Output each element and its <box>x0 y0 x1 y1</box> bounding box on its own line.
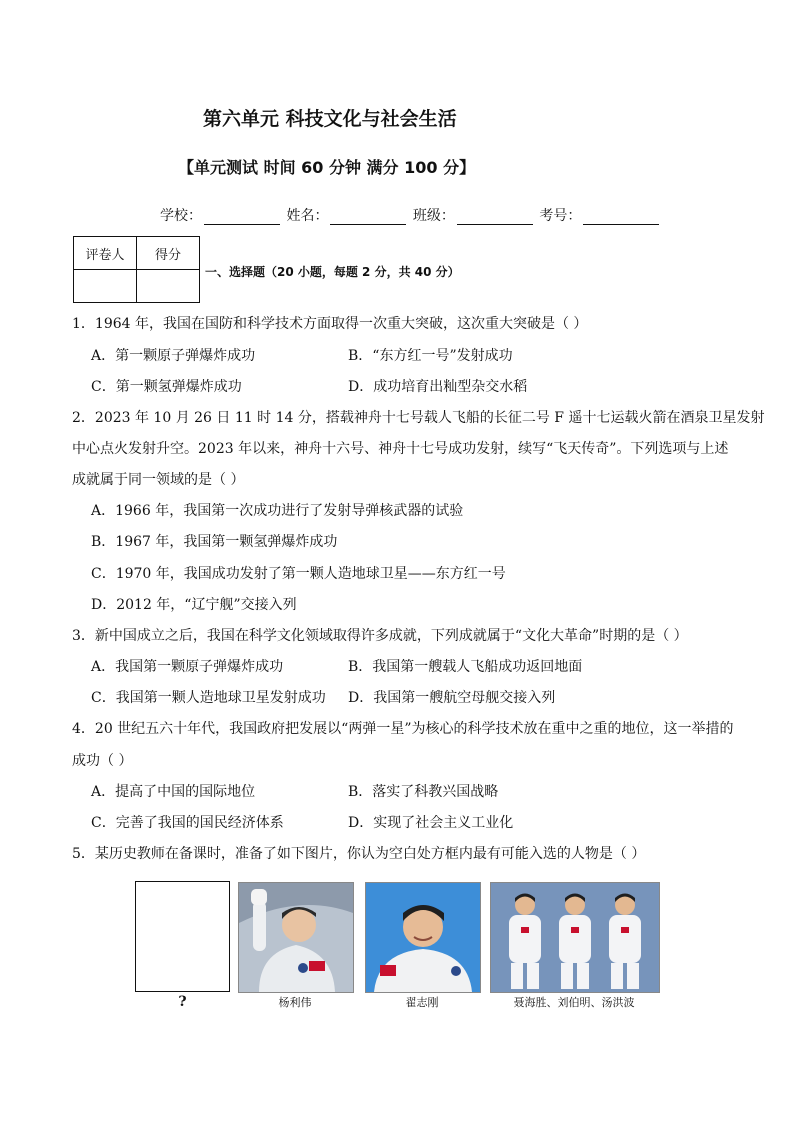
name-label: 姓名： <box>286 208 329 224</box>
school-blank[interactable] <box>204 210 280 225</box>
question-3-stem: 3．新中国成立之后，我国在科学文化领域取得许多成就，下列成就属于“文化大革命”时期的是（ ） <box>72 628 688 644</box>
score-cell[interactable] <box>137 270 200 303</box>
question-1-option-a[interactable]: A．第一颗原子弹爆炸成功 <box>91 348 256 364</box>
blank-photo-label: ? <box>178 994 187 1010</box>
info-row <box>160 205 661 225</box>
class-blank[interactable] <box>457 210 533 225</box>
question-2-option-a[interactable]: A．1966 年，我国第一次成功进行了发射导弹核武器的试验 <box>91 503 464 519</box>
question-1-option-b[interactable]: B．“东方红一号”发射成功 <box>348 348 513 364</box>
score-table <box>73 236 200 303</box>
blank-photo-box <box>135 881 230 992</box>
number-label: 考号： <box>539 208 582 224</box>
question-2-option-d[interactable]: D．2012 年，“辽宁舰”交接入列 <box>91 597 297 613</box>
astronaut-photo-3 <box>490 882 660 993</box>
test-subtitle: 【单元测试 时间 60 分钟 满分 100 分】 <box>178 158 476 177</box>
caption-2: 翟志刚 <box>405 996 439 1009</box>
question-4-option-c[interactable]: C．完善了我国的国民经济体系 <box>91 815 284 831</box>
grader-header: 评卷人 <box>74 237 137 270</box>
question-3-option-c[interactable]: C．我国第一颗人造地球卫星发射成功 <box>91 690 326 706</box>
question-1-option-d[interactable]: D．成功培育出籼型杂交水稻 <box>348 379 528 395</box>
name-blank[interactable] <box>330 210 406 225</box>
question-4-option-b[interactable]: B．落实了科教兴国战略 <box>348 784 499 800</box>
question-4-option-a[interactable]: A．提高了中国的国际地位 <box>91 784 256 800</box>
school-label: 学校： <box>160 208 202 224</box>
question-2-stem-line-1: 2．2023 年 10 月 26 日 11 时 14 分，搭载神舟十七号载人飞船的长征二号 F 遥十七运载火箭在酒泉卫星发射 <box>72 410 765 426</box>
grader-cell[interactable] <box>74 270 137 303</box>
caption-3: 聂海胜、刘伯明、汤洪波 <box>513 996 635 1009</box>
astronaut-photo-1 <box>238 882 354 993</box>
question-4-option-d[interactable]: D．实现了社会主义工业化 <box>348 815 514 831</box>
question-3-option-d[interactable]: D．我国第一艘航空母舰交接入列 <box>348 690 556 706</box>
question-5-stem: 5．某历史教师在备课时，准备了如下图片，你认为空白处方框内最有可能入选的人物是（ ） <box>72 846 646 862</box>
question-2-option-b[interactable]: B．1967 年，我国第一颗氢弹爆炸成功 <box>91 534 338 550</box>
caption-1: 杨利伟 <box>278 996 312 1009</box>
question-1-option-c[interactable]: C．第一颗氢弹爆炸成功 <box>91 379 242 395</box>
page-title: 第六单元 科技文化与社会生活 <box>203 108 457 130</box>
section-title: 一、选择题（20 小题，每题 2 分，共 40 分） <box>205 265 460 279</box>
question-1-stem: 1．1964 年，我国在国防和科学技术方面取得一次重大突破，这次重大突破是（ ） <box>72 316 588 332</box>
question-4-stem-line-1: 4．20 世纪五六十年代，我国政府把发展以“两弹一星”为核心的科学技术放在重中之重的地位，这一举措的 <box>72 721 734 737</box>
question-2-stem-line-3: 成就属于同一领域的是（ ） <box>72 472 245 488</box>
question-4-stem-line-2: 成功（ ） <box>72 753 133 769</box>
question-2-stem-line-2: 中心点火发射升空。2023 年以来，神舟十六号、神舟十七号成功发射，续写“飞天传奇”。下列选项与上述 <box>72 441 729 457</box>
astronaut-photo-2 <box>365 882 481 993</box>
class-label: 班级： <box>412 208 455 224</box>
question-3-option-a[interactable]: A．我国第一颗原子弹爆炸成功 <box>91 659 284 675</box>
question-3-option-b[interactable]: B．我国第一艘载人飞船成功返回地面 <box>348 659 583 675</box>
question-2-option-c[interactable]: C．1970 年，我国成功发射了第一颗人造地球卫星——东方红一号 <box>91 566 506 582</box>
score-header: 得分 <box>137 237 200 270</box>
number-blank[interactable] <box>583 210 659 225</box>
